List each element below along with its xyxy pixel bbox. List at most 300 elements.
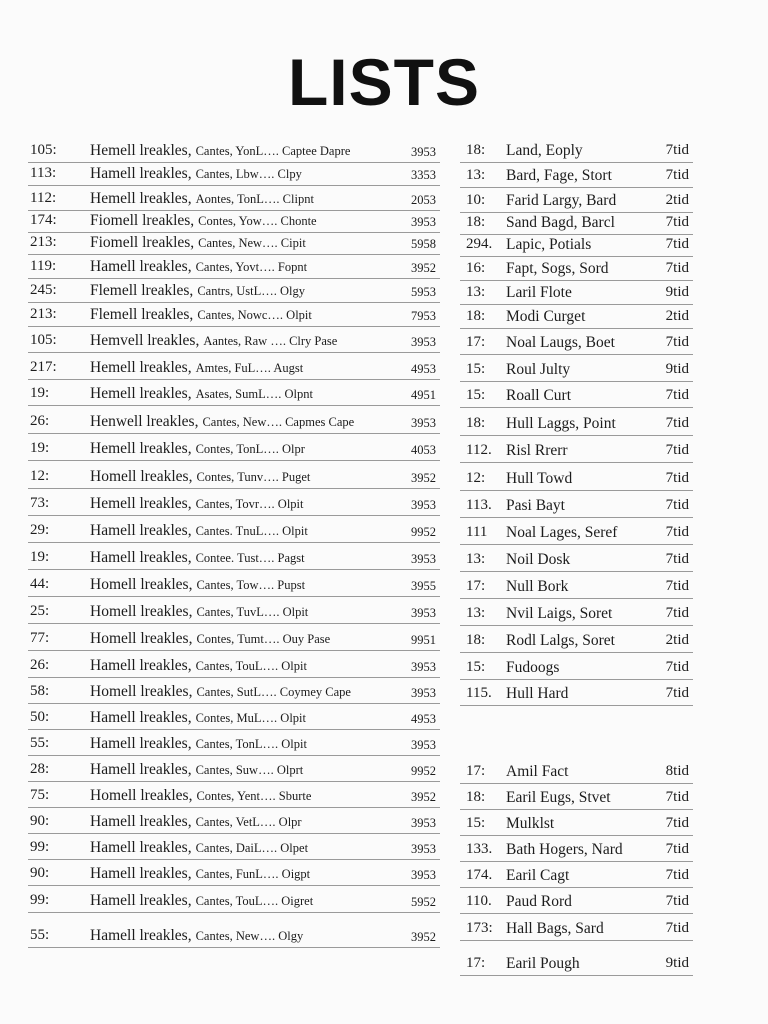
item-text [90,166,302,182]
list-item [28,704,440,730]
item-text [90,191,314,207]
item-number: 18: [466,308,486,324]
item-number: 77: [30,630,50,646]
list-item [460,188,693,213]
item-text [90,866,310,882]
item-text [90,523,308,539]
item-text: Bath Hogers, Nard [506,840,623,858]
item-text: Earil Pough [506,954,580,972]
item-number: 245: [30,282,57,298]
item-text: Earil Cagt [506,866,570,884]
item-number: 13: [466,167,486,183]
item-number: 111 [466,524,488,540]
item-value: 3953 [411,214,436,229]
list-item [460,355,693,382]
item-detail: Contee. Tust…. Pagst [195,550,305,565]
item-value: 3952 [411,929,436,944]
item-text [90,333,337,349]
item-value: 3952 [411,470,436,485]
item-text [90,788,311,804]
list-item [28,138,440,163]
item-value: 9tid [665,284,689,300]
item-number: 90: [30,865,50,881]
item-value: 3953 [411,867,436,882]
item-text [90,235,306,251]
item-detail: Cantes. TnuL…. Olpit [195,523,308,538]
list-item [460,680,693,706]
item-number: 174: [30,212,57,228]
item-detail: Asates, SumL…. Olpnt [195,386,313,401]
item-value: 7tid [665,605,689,621]
item-text: Amil Fact [506,762,569,780]
item-number: 55: [30,927,50,943]
item-value: 7tid [665,236,689,252]
item-text: Nvil Laigs, Soret [506,604,613,622]
item-value: 7tid [665,815,689,831]
item-value: 5952 [411,894,436,909]
item-text: Noil Dosk [506,550,571,568]
item-value: 3953 [411,815,436,830]
item-number: 112: [30,190,57,206]
list-item [460,810,693,836]
item-value: 9952 [411,524,436,539]
item-value: 3953 [411,334,436,349]
list-item [28,678,440,704]
item-number: 25: [30,603,50,619]
item-text [90,604,308,620]
item-name: Hemell lreakles, [90,358,192,376]
list-item [460,257,693,281]
item-detail: Cantes, New…. Capmes Cape [202,414,355,429]
item-value: 3353 [411,167,436,182]
list-item [28,651,440,678]
list-item [460,653,693,680]
item-text: Hull Hard [506,684,569,702]
list-item [28,211,440,233]
list-item [460,784,693,810]
item-text [90,386,313,402]
item-text [90,710,306,726]
item-text [90,143,350,159]
item-number: 99: [30,839,50,855]
item-text: Mulklst [506,814,555,832]
left-list [28,138,440,948]
item-value: 8tid [665,763,689,779]
item-value: 7tid [665,415,689,431]
item-text: Land, Eoply [506,141,583,159]
item-text: Laril Flote [506,283,572,301]
item-text [90,736,307,752]
item-number: 18: [466,415,486,431]
item-number: 50: [30,709,50,725]
item-name: Hemell lreakles, [90,384,192,402]
item-value: 7tid [665,893,689,909]
item-number: 18: [466,142,486,158]
item-number: 58: [30,683,50,699]
list-item [28,279,440,303]
item-text [90,360,303,376]
item-value: 7tid [665,685,689,701]
item-number: 13: [466,284,486,300]
item-detail: Cantes, Suw…. Olprt [195,762,304,777]
item-number: 99: [30,892,50,908]
list-item [28,570,440,597]
item-number: 19: [30,440,50,456]
item-value: 7tid [665,334,689,350]
item-value: 3953 [411,841,436,856]
item-number: 17: [466,955,486,971]
item-number: 12: [30,468,50,484]
item-value: 4951 [411,387,436,402]
item-number: 15: [466,659,486,675]
list-item [460,941,693,976]
list-item [460,436,693,463]
list-item [460,599,693,626]
item-detail: Cantes, SutL…. Coymey Cape [196,684,351,699]
item-value: 7tid [665,920,689,936]
item-value: 2tid [665,632,689,648]
item-value: 9tid [665,955,689,971]
item-text [90,928,303,944]
item-text [90,631,330,647]
item-text: Earil Eugs, Stvet [506,788,611,806]
item-text: Noal Lages, Seref [506,523,618,541]
item-name: Hamell lreakles, [90,926,192,944]
item-value: 2053 [411,192,436,207]
list-item [460,138,693,163]
item-number: 17: [466,334,486,350]
item-value: 7tid [665,214,689,230]
item-number: 26: [30,657,50,673]
item-number: 10: [466,192,486,208]
item-value: 3953 [411,685,436,700]
item-value: 5958 [411,236,436,251]
item-text [90,658,307,674]
item-number: 90: [30,813,50,829]
item-name: Hemell lreakles, [90,439,192,457]
item-number: 18: [466,214,486,230]
item-number: 13: [466,605,486,621]
item-value: 3953 [411,605,436,620]
item-value: 7tid [665,497,689,513]
item-text [90,469,310,485]
item-text: Bard, Fage, Stort [506,166,612,184]
list-item [460,888,693,914]
item-text: Lapic, Potials [506,235,592,253]
item-text [90,684,351,700]
item-value: 5953 [411,284,436,299]
list-item [28,834,440,860]
item-name: Homell lreakles, [90,467,193,485]
item-number: 19: [30,385,50,401]
item-number: 15: [466,815,486,831]
list-item [28,808,440,834]
item-detail: Cantes, Yovt…. Fopnt [195,259,308,274]
item-detail: Amtes, FuL…. Augst [195,360,304,375]
item-name: Flemell lreakles, [90,281,194,299]
item-text: Hull Laggs, Point [506,414,616,432]
item-number: 294. [466,236,493,252]
item-number: 213: [30,234,57,250]
item-text: Farid Largy, Bard [506,191,617,209]
item-number: 28: [30,761,50,777]
item-text: Noal Laugs, Boet [506,333,615,351]
item-value: 3953 [411,659,436,674]
item-text [90,893,313,909]
list-item [28,406,440,434]
item-value: 9952 [411,763,436,778]
list-item [28,461,440,489]
item-value: 7tid [665,142,689,158]
item-value: 7953 [411,308,436,323]
list-item [460,213,693,235]
item-text [90,259,307,275]
page-title: LISTS [287,45,480,119]
item-value: 4053 [411,442,436,457]
item-value: 4953 [411,361,436,376]
item-detail: Cantes, TuvL…. Olpit [196,604,309,619]
item-number: 12: [466,470,486,486]
item-detail: Contes, Tunv…. Puget [196,469,311,484]
list-item [28,233,440,255]
item-value: 7tid [665,789,689,805]
item-value: 9tid [665,361,689,377]
item-detail: Cantes, DaiL…. Olpet [195,840,309,855]
item-value: 3953 [411,737,436,752]
item-number: 55: [30,735,50,751]
item-text: Hall Bags, Sard [506,919,604,937]
item-name: Hemell lreakles, [90,494,192,512]
list-item [28,255,440,279]
item-detail: Cantes, YonL…. Captee Dapre [195,143,351,158]
item-detail: Cantes, Tovr…. Olpit [195,496,304,511]
item-value: 7tid [665,470,689,486]
item-text: Null Bork [506,577,569,595]
item-detail: Cantes, TouL…. Olpit [195,658,307,673]
item-text: Roul Julty [506,360,571,378]
item-text [90,577,305,593]
item-number: 112. [466,442,492,458]
item-detail: Aantes, Raw …. Clry Pase [203,333,338,348]
item-detail: Cantes, New…. Olgy [195,928,304,943]
list-item [28,730,440,756]
item-name: Fiomell lreakles, [90,233,195,251]
item-number: 16: [466,260,486,276]
item-name: Hamell lreakles, [90,760,192,778]
item-detail: Contes, Tumt…. Ouy Pase [196,631,331,646]
item-number: 173: [466,920,493,936]
item-name: Hamell lreakles, [90,257,192,275]
item-number: 217: [30,359,57,375]
list-item [460,626,693,653]
list-item [460,545,693,572]
item-text [90,414,354,430]
item-number: 15: [466,387,486,403]
item-value: 4953 [411,711,436,726]
item-detail: Cantes, TonL…. Olpit [195,736,307,751]
item-detail: Cantes, FunL…. Oigpt [195,866,311,881]
item-text [90,762,303,778]
item-number: 19: [30,549,50,565]
item-text [90,496,304,512]
item-text [90,307,312,323]
item-number: 18: [466,632,486,648]
item-detail: Cantes, Nowc…. Olpit [197,307,312,322]
list-item [460,518,693,545]
item-number: 75: [30,787,50,803]
item-detail: Contes, Yent…. Sburte [196,788,312,803]
item-detail: Contes, MuL…. Olpit [195,710,306,725]
list-item [28,756,440,782]
item-text: Fapt, Sogs, Sord [506,259,609,277]
item-detail: Contes, Yow…. Chonte [198,213,317,228]
item-name: Hemell lreakles, [90,141,192,159]
item-detail: Cantes, Lbw…. Clpy [195,166,302,181]
item-value: 7tid [665,659,689,675]
item-name: Hamell lreakles, [90,164,192,182]
item-name: Hamell lreakles, [90,891,192,909]
item-number: 105: [30,332,57,348]
item-value: 7tid [665,260,689,276]
item-value: 7tid [665,867,689,883]
item-name: Homell lreakles, [90,786,193,804]
list-item [28,516,440,543]
item-detail: Cantes, Tow…. Pupst [196,577,306,592]
item-value: 3953 [411,551,436,566]
item-number: 119: [30,258,57,274]
item-number: 13: [466,551,486,567]
item-number: 105: [30,142,57,158]
item-number: 73: [30,495,50,511]
item-text: Sand Bagd, Barcl [506,213,615,231]
list-item [460,836,693,862]
item-name: Hamell lreakles, [90,838,192,856]
list-item [28,597,440,624]
item-number: 110. [466,893,492,909]
item-detail: Cantrs, UstL…. Olgy [197,283,305,298]
item-value: 9951 [411,632,436,647]
item-number: 15: [466,361,486,377]
list-item [460,706,693,758]
item-name: Hamell lreakles, [90,548,192,566]
list-item [28,303,440,327]
item-detail: Contes, TonL…. Olpr [195,441,305,456]
item-name: Hamell lreakles, [90,864,192,882]
right-list [460,138,693,976]
item-value: 3952 [411,260,436,275]
item-name: Hemell lreakles, [90,189,192,207]
list-item [460,463,693,491]
item-name: Hemvell lreakles, [90,331,200,349]
item-detail: Aontes, TonL…. Clipnt [195,191,314,206]
item-detail: Cantes, TouL…. Oigret [195,893,314,908]
list-item [460,491,693,518]
list-item [460,758,693,784]
item-number: 113. [466,497,492,513]
list-item [28,186,440,211]
item-text [90,550,305,566]
item-name: Homell lreakles, [90,682,193,700]
list-item [28,434,440,461]
item-text: Modi Curget [506,307,586,325]
item-number: 113: [30,165,57,181]
item-number: 17: [466,763,486,779]
list-item [28,886,440,913]
item-name: Hamell lreakles, [90,812,192,830]
list-item [28,163,440,186]
item-detail: Cantes, New…. Cipit [198,235,306,250]
item-text: Hull Towd [506,469,573,487]
item-number: 29: [30,522,50,538]
item-name: Homell lreakles, [90,602,193,620]
item-text [90,840,308,856]
item-name: Hamell lreakles, [90,656,192,674]
item-name: Homell lreakles, [90,575,193,593]
item-text: Fudoogs [506,658,560,676]
item-number: 115. [466,685,492,701]
list-item [460,163,693,188]
item-text: Rodl Lalgs, Soret [506,631,615,649]
item-name: Fiomell lreakles, [90,211,195,229]
item-text: Risl Rrerr [506,441,568,459]
item-value: 3952 [411,789,436,804]
item-detail: Cantes, VetL…. Olpr [195,814,302,829]
item-value: 2tid [665,192,689,208]
list-item [28,353,440,380]
list-item [460,572,693,599]
item-name: Hamell lreakles, [90,521,192,539]
item-number: 18: [466,789,486,805]
item-number: 174. [466,867,493,883]
item-value: 7tid [665,167,689,183]
item-number: 213: [30,306,57,322]
item-value: 3953 [411,415,436,430]
item-name: Homell lreakles, [90,629,193,647]
list-item [28,489,440,516]
list-item [28,327,440,353]
item-number: 17: [466,578,486,594]
item-value: 7tid [665,551,689,567]
item-value: 7tid [665,387,689,403]
item-value: 3953 [411,497,436,512]
item-number: 44: [30,576,50,592]
list-item [460,408,693,436]
item-number: 133. [466,841,493,857]
item-text: Pasi Bayt [506,496,565,514]
list-item [28,913,440,948]
list-item [28,624,440,651]
item-text [90,441,305,457]
list-item [460,329,693,355]
item-value: 3953 [411,144,436,159]
list-item [460,382,693,408]
item-text: Roall Curt [506,386,572,404]
list-item [28,380,440,406]
list-item [460,914,693,941]
list-item [460,281,693,305]
item-text [90,283,305,299]
item-name: Hamell lreakles, [90,734,192,752]
item-value: 7tid [665,442,689,458]
item-name: Hamell lreakles, [90,708,192,726]
item-value: 7tid [665,524,689,540]
item-number: 26: [30,413,50,429]
item-name: Flemell lreakles, [90,305,194,323]
list-item [28,860,440,886]
list-item [28,543,440,570]
list-item [460,305,693,329]
list-item [460,235,693,257]
